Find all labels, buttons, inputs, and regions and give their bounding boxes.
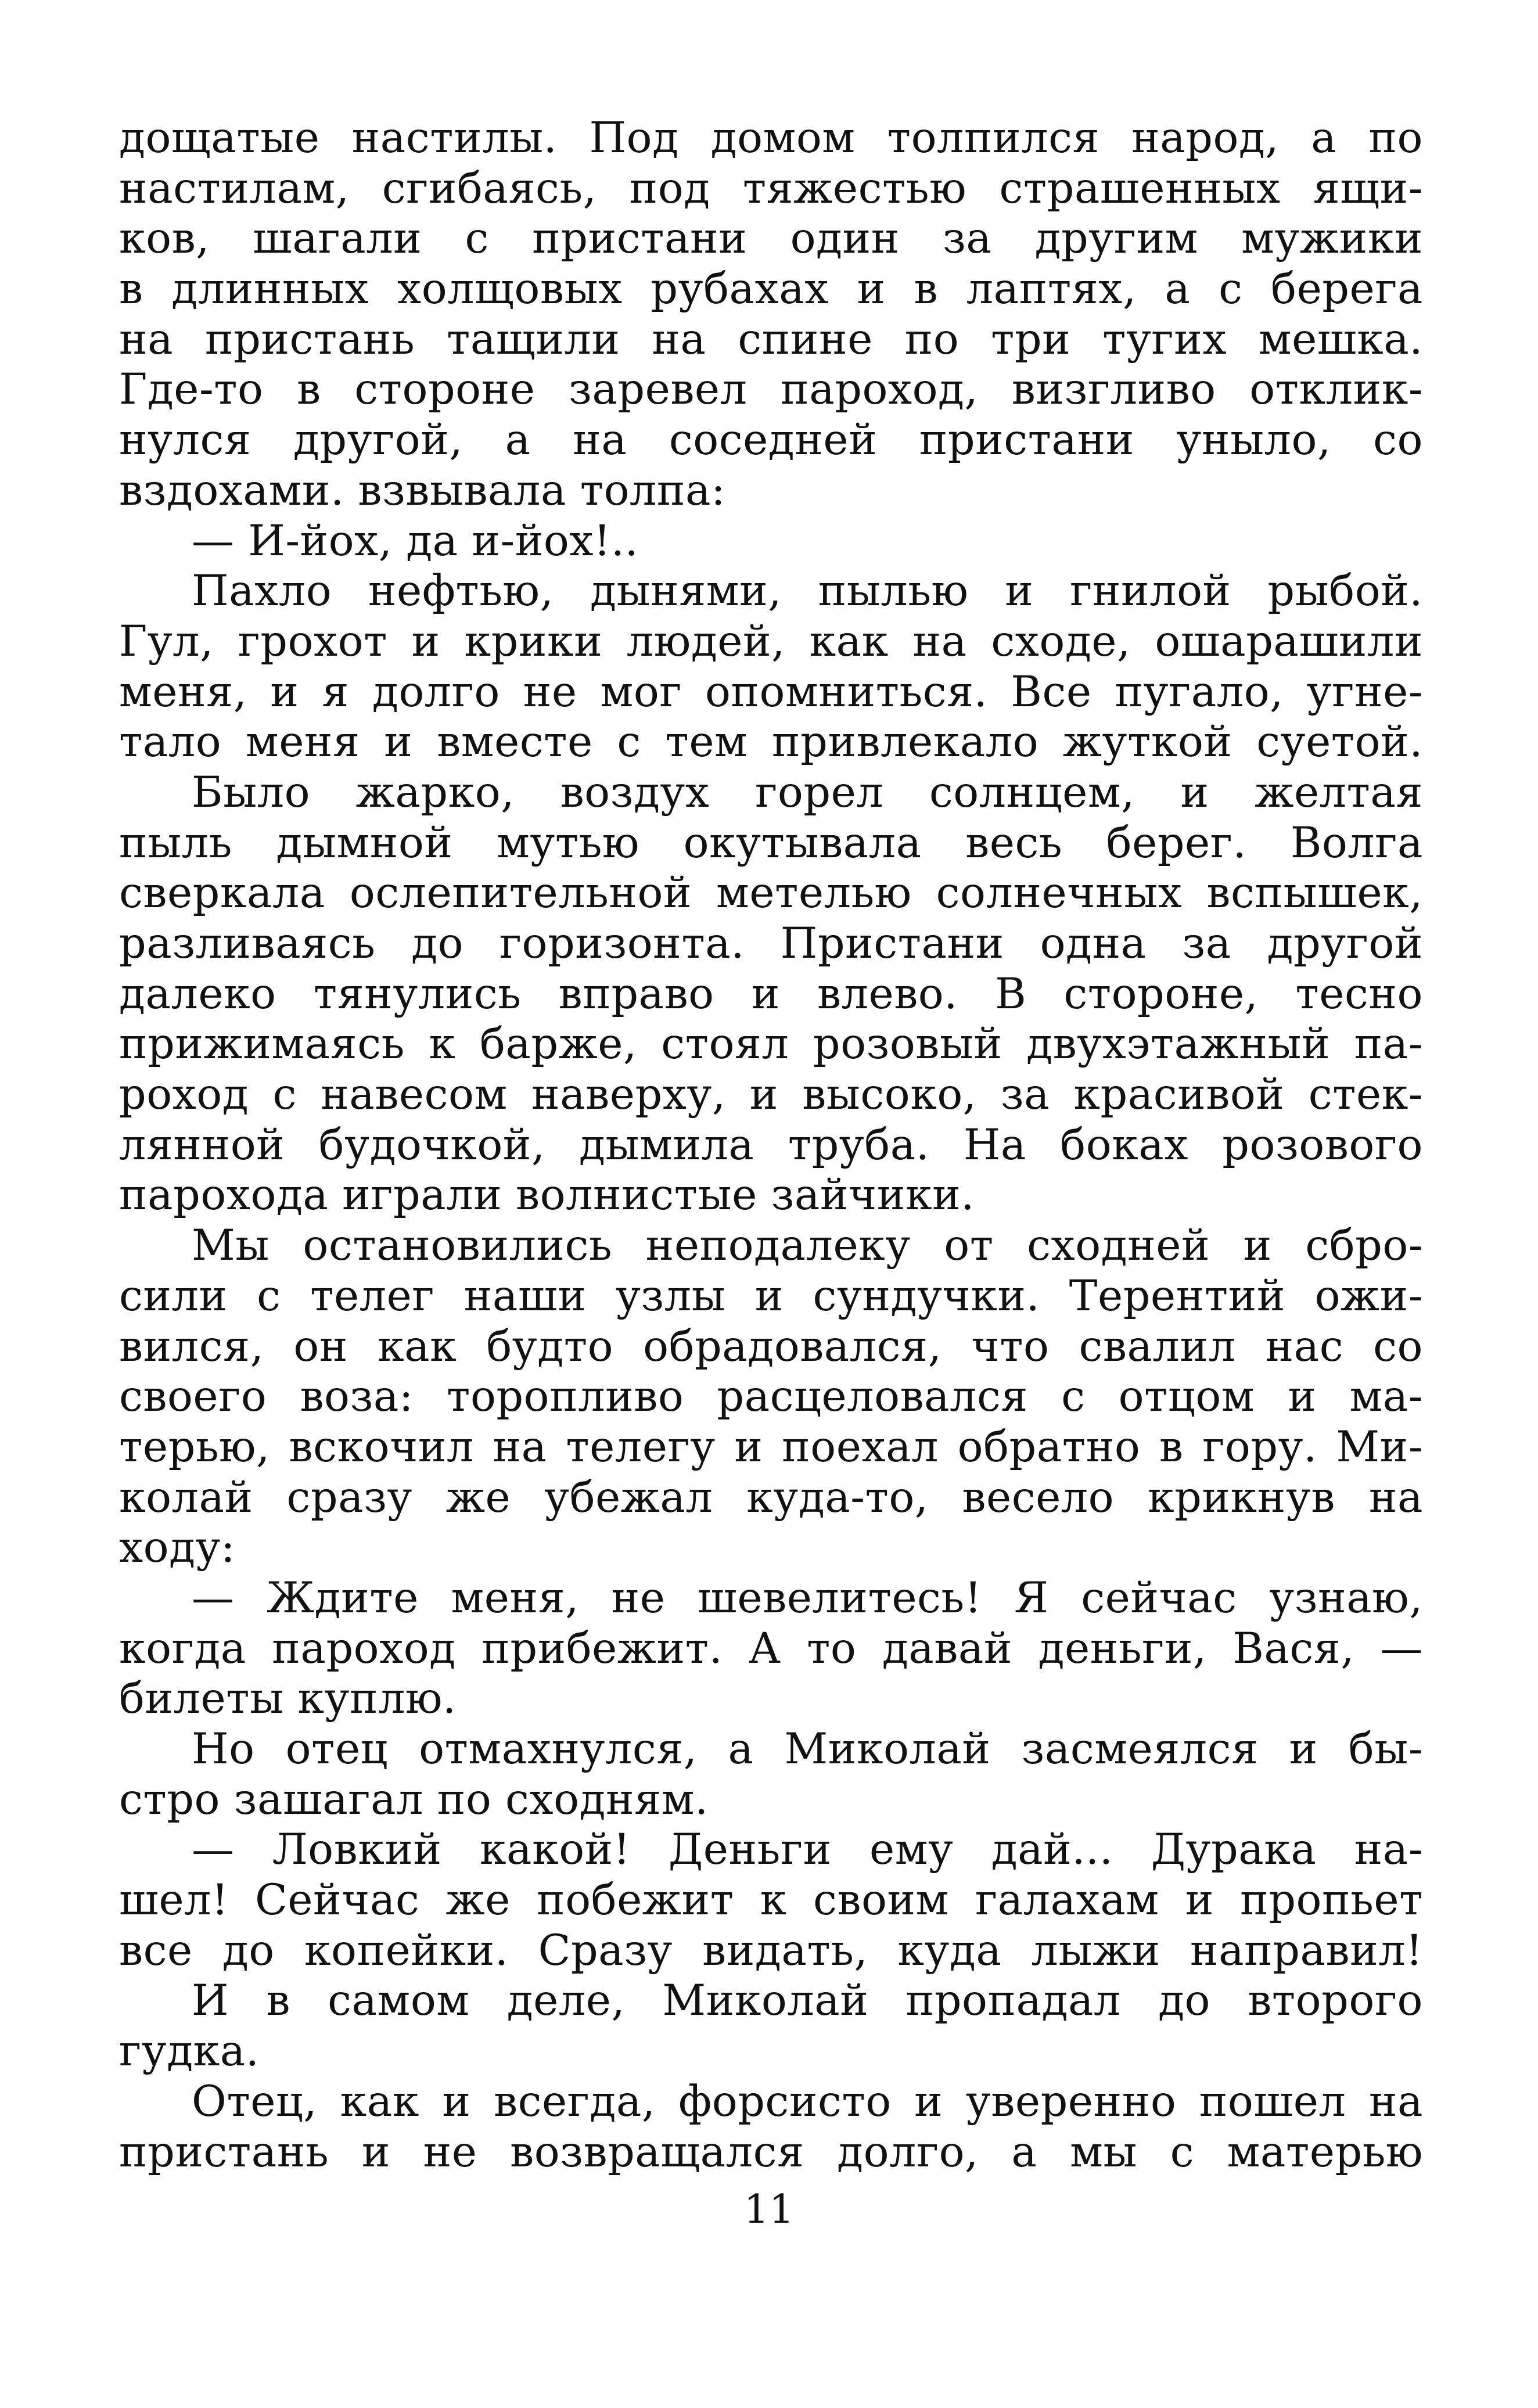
text-line: вздохами. взвывала толпа: [119,465,726,515]
text-line: пыль дымной мутью окутывала весь берег. Волга [119,818,1423,868]
text-line: нулся другой, а на соседней пристани уныло, со [119,415,1423,465]
text-line: билеты куплю. [119,1674,457,1724]
page-number: 11 [743,2187,795,2233]
text-line: — И-йох, да и-йох!.. [192,516,639,566]
text-line: пристань и не возвращался долго, а мы с матерью [119,2127,1423,2177]
text-line: тало меня и вместе с тем привлекало жуткой суетой. [119,717,1423,767]
text-line: настилам, сгибаясь, под тяжестью страшенных ящи- [119,163,1423,213]
text-line: Гул, грохот и крики людей, как на сходе, ошарашили [119,616,1423,666]
text-line: меня, и я долго не мог опомниться. Все пугало, угне- [119,667,1423,717]
text-line: разливаясь до горизонта. Пристани одна за другой [119,919,1423,968]
text-line: сверкала ослепительной метелью солнечных вспышек, [119,868,1423,918]
text-line: Мы остановились неподалеку от сходней и сбро- [192,1221,1423,1271]
text-line: ков, шагали с пристани один за другим мужики [119,214,1423,264]
text-line: в длинных холщовых рубахах и в лаптях, а с берега [119,264,1423,314]
text-line: когда пароход прибежит. А то давай деньги, Вася, — [119,1623,1423,1673]
text-line: Отец, как и всегда, форсисто и уверенно пошел на [192,2076,1423,2126]
text-line: Где-то в стороне заревел пароход, визгливо отклик- [119,365,1423,415]
text-line: далеко тянулись вправо и влево. В стороне, тесно [119,969,1423,1019]
text-line: — Ловкий какой! Деньги ему дай... Дурака на- [192,1825,1423,1875]
text-line: терью, вскочил на телегу и поехал обратно в гору. Ми- [119,1422,1423,1472]
text-line: колай сразу же убежал куда-то, весело крикнув на [119,1472,1423,1522]
text-line: вился, он как будто обрадовался, что свалил нас со [119,1321,1423,1371]
text-line: И в самом деле, Миколай пропадал до второго [192,1976,1423,2026]
text-line: сили с телег наши узлы и сундучки. Терентий ожи- [119,1271,1423,1321]
text-line: дощатые настилы. Под домом толпился народ, а по [119,113,1423,163]
text-line: гудка. [119,2026,260,2076]
text-line: — Ждите меня, не шевелитесь! Я сейчас узнаю, [192,1573,1423,1623]
text-line: лянной будочкой, дымила труба. На боках розового [119,1120,1423,1170]
text-line: стро зашагал по сходням. [119,1774,709,1824]
text-line: Но отец отмахнулся, а Миколай засмеялся и бы- [192,1724,1423,1774]
book-page-text [119,113,1423,2177]
text-line: шел! Сейчас же побежит к своим галахам и пропьет [119,1875,1423,1925]
text-line: на пристань тащили на спине по три тугих мешка. [119,314,1423,364]
text-line: прижимаясь к барже, стоял розовый двухэтажный па- [119,1019,1423,1069]
text-line: ходу: [119,1523,236,1573]
text-line: парохода играли волнистые зайчики. [119,1170,975,1220]
text-line: все до копейки. Сразу видать, куда лыжи направил! [119,1925,1423,1975]
text-line: Было жарко, воздух горел солнцем, и желтая [192,767,1423,817]
text-line: своего воза: торопливо расцеловался с отцом и ма- [119,1372,1423,1422]
text-line: роход с навесом наверху, и высоко, за красивой стек- [119,1070,1423,1120]
text-line: Пахло нефтью, дынями, пылью и гнилой рыбой. [192,566,1423,616]
